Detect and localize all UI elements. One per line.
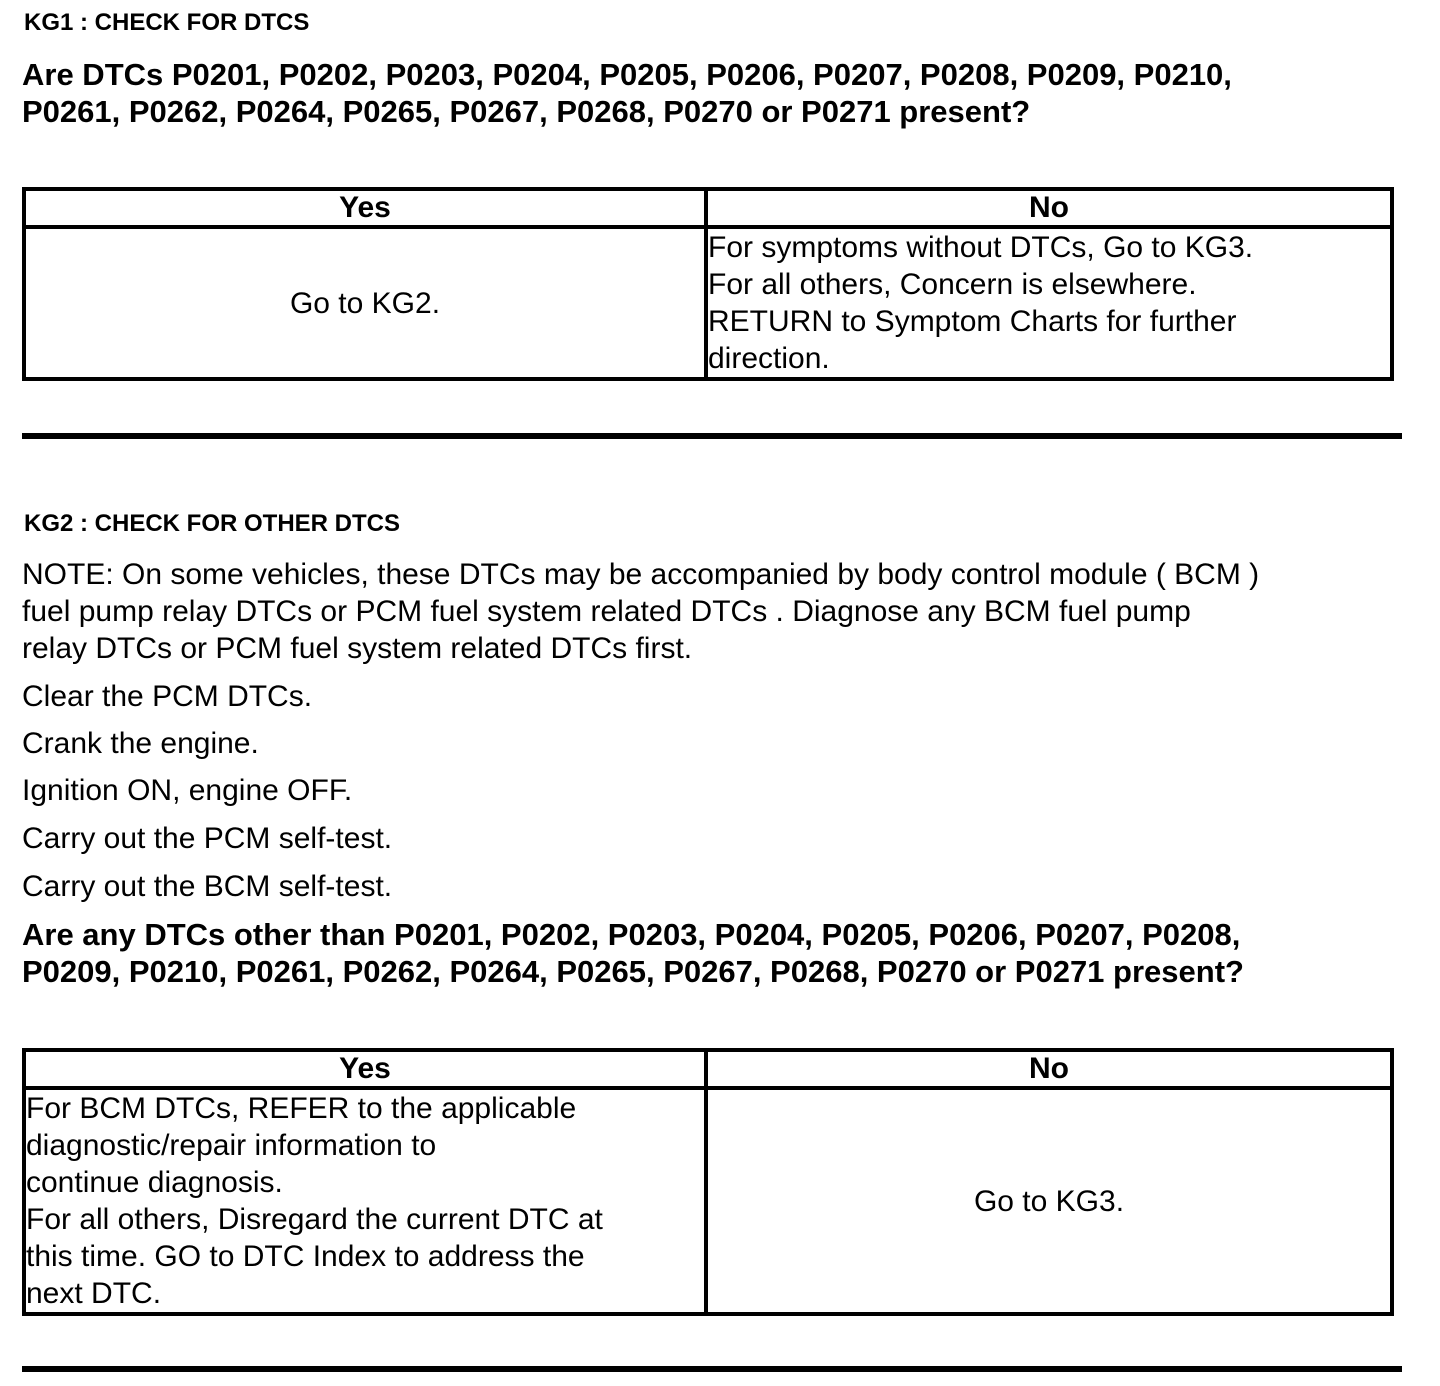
section-divider [22, 1366, 1402, 1372]
kg2-yes-cell-line: For all others, Disregard the current DTC at [26, 1203, 603, 1236]
kg1-no-cell-line: For all others, Concern is elsewhere. [708, 268, 1197, 301]
kg1-title: KG1 : CHECK FOR DTCS [24, 9, 310, 36]
table-header-row [24, 1050, 1392, 1088]
kg1-yes-no-table [22, 187, 1394, 381]
kg2-yes-no-table [22, 1048, 1394, 1316]
table-row [24, 1088, 1392, 1314]
kg2-yes-cell-line: this time. GO to DTC Index to address the [26, 1240, 585, 1273]
kg2-note-line: NOTE: On some vehicles, these DTCs may be accompanied by body control module ( BCM ) [22, 558, 1260, 591]
kg2-note [22, 556, 1259, 667]
kg1-question-line: P0261, P0262, P0264, P0265, P0267, P0268, P0270 or P0271 present? [22, 94, 1031, 129]
kg1-question [22, 56, 1232, 130]
kg1-no-header: No [706, 189, 1392, 227]
kg1-no-cell-line: RETURN to Symptom Charts for further [708, 305, 1237, 338]
kg2-question [22, 916, 1244, 990]
kg2-question-line: P0209, P0210, P0261, P0262, P0264, P0265, P0267, P0268, P0270 or P0271 present? [22, 954, 1244, 989]
kg2-note-line: fuel pump relay DTCs or PCM fuel system related DTCs . Diagnose any BCM fuel pump [22, 595, 1191, 628]
kg2-no-cell [706, 1088, 1392, 1314]
kg1-yes-cell [24, 227, 706, 379]
kg2-title: KG2 : CHECK FOR OTHER DTCS [24, 510, 401, 537]
section-divider [22, 433, 1402, 439]
kg1-yes-header: Yes [24, 189, 706, 227]
kg2-yes-cell [24, 1088, 706, 1314]
kg1-yes-cell-line: Go to KG2. [289, 286, 441, 320]
kg2-yes-header: Yes [24, 1050, 706, 1088]
kg1-no-cell-line: For symptoms without DTCs, Go to KG3. [708, 231, 1254, 264]
kg1-no-cell-line: direction. [708, 342, 830, 375]
kg2-yes-cell-line: For BCM DTCs, REFER to the applicable [26, 1092, 577, 1125]
kg2-no-header: No [706, 1050, 1392, 1088]
table-row [24, 227, 1392, 379]
kg2-no-cell-line: Go to KG3. [973, 1184, 1125, 1218]
kg1-no-cell [706, 227, 1392, 379]
kg2-yes-cell-line: continue diagnosis. [26, 1166, 283, 1199]
kg2-question-line: Are any DTCs other than P0201, P0202, P0203, P0204, P0205, P0206, P0207, P0208, [22, 917, 1241, 952]
kg2-step: Ignition ON, engine OFF. [22, 774, 353, 807]
kg2-step: Clear the PCM DTCs. [22, 680, 313, 713]
kg2-step: Carry out the BCM self-test. [22, 870, 393, 903]
kg2-step: Crank the engine. [22, 727, 259, 760]
kg2-step: Carry out the PCM self-test. [22, 822, 393, 855]
kg1-question-line: Are DTCs P0201, P0202, P0203, P0204, P0205, P0206, P0207, P0208, P0209, P0210, [22, 57, 1232, 92]
table-header-row [24, 189, 1392, 227]
kg2-yes-cell-line: diagnostic/repair information to [26, 1129, 437, 1162]
kg2-yes-cell-line: next DTC. [26, 1277, 162, 1310]
kg2-note-line: relay DTCs or PCM fuel system related DTCs first. [22, 632, 693, 665]
